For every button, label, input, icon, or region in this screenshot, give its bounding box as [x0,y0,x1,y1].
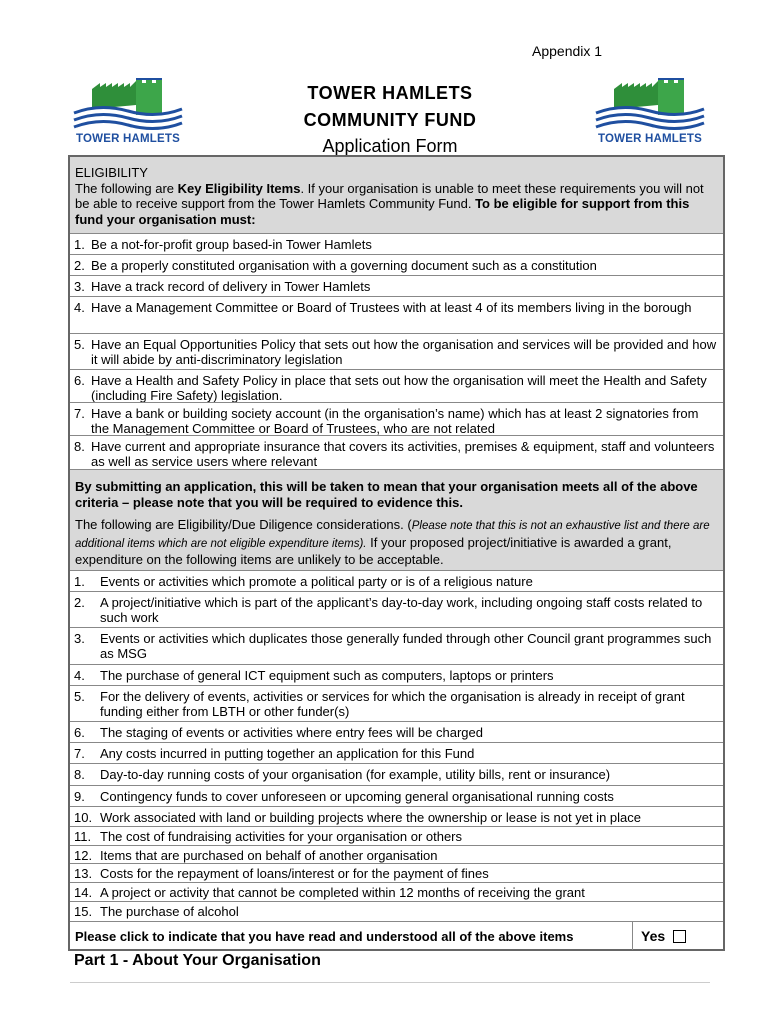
eligibility-item [70,435,723,469]
item-number: 4. [74,300,85,315]
intro-bold: Key Eligibility Items [177,180,301,196]
item-number: 3. [74,631,85,646]
item-number: 1. [74,237,85,252]
item-text: Have a track record of delivery in Tower Hamlets [91,279,371,294]
item-text: Have a Health and Safety Policy in place that sets out how the organisation will meet the Health and Safety (including Fire Safety) legislation. [91,373,707,403]
item-number: 6. [74,725,85,740]
confirmation-label: Please click to indicate that you have read and understood all of the above items [75,929,574,944]
item-number: 8. [74,439,85,454]
item-text: Events or activities which promote a political party or is of a religious nature [100,574,533,589]
due-diligence-intro [70,469,723,570]
item-text: The purchase of general ICT equipment such as computers, laptops or printers [100,668,554,683]
logo-text: TOWER HAMLETS [76,133,180,145]
item-number: 2. [74,595,85,610]
exclusion-item [70,882,723,901]
exclusion-item [70,742,723,763]
eligibility-item [70,402,723,435]
item-number: 15. [74,904,93,919]
exclusion-item [70,785,723,806]
item-text: Be a properly constituted organisation with a governing document such as a constitution [91,258,597,273]
item-number: 7. [74,746,85,761]
divider [70,982,710,983]
item-text: A project/initiative which is part of the applicant’s day-to-day work, including ongoing staff costs related to such work [100,595,703,625]
item-number: 12. [74,848,93,863]
yes-option[interactable] [632,922,723,950]
tower-hamlets-logo [70,75,186,153]
item-text: The staging of events or activities where entry fees will be charged [100,725,483,740]
item-number: 8. [74,767,85,782]
exclusion-item [70,570,723,591]
item-number: 11. [74,829,92,844]
exclusion-item [70,845,723,863]
exclusion-item [70,763,723,785]
item-number: 3. [74,279,85,294]
exclusion-item [70,901,723,921]
item-text: Have an Equal Opportunities Policy that sets out how the organisation and services will be provided and how it will abide by anti-discriminatory legislation [91,337,717,367]
eligibility-item [70,369,723,402]
submission-notice: By submitting an application, this will be taken to mean that your organisation meets all of the above criteria – please note that you will be required to evidence this. [75,479,698,510]
intro-bold: To be eligible for support from this fund your organisation must: [75,196,690,227]
confirmation-row [70,921,723,950]
eligibility-item [70,333,723,369]
exclusion-item [70,627,723,664]
item-number: 1. [74,574,85,589]
exclusion-item [70,664,723,685]
intro-text: . If your organisation is unable to meet these requirements you will not be able to receive support from the Tower Hamlets Community Fund. [75,180,704,211]
item-text: The cost of fundraising activities for your organisation or others [100,829,463,844]
item-text: Have current and appropriate insurance that covers its activities, premises & equipment, staff and volunteers as well as service users where relevant [91,439,715,469]
exclusion-item [70,806,723,826]
intro-text: The following are [75,180,178,196]
castle-logo-icon [592,75,708,133]
item-text: For the delivery of events, activities or services for which the organisation is already in receipt of grant funding either from LBTH or other funder(s) [100,689,685,719]
section-heading: Part 1 - About Your Organisation [74,952,321,969]
item-text: Day-to-day running costs of your organisation (for example, utility bills, rent or insurance) [100,767,611,782]
item-number: 9. [74,789,85,804]
exclusion-item [70,591,723,627]
exclusion-item [70,863,723,882]
exclusion-item [70,826,723,845]
eligibility-intro [70,157,723,233]
title-line-3: Application Form [322,136,458,156]
logo-text: TOWER HAMLETS [598,133,702,145]
intro-italic: Please note that this is not an exhaustive list and there are additional items which are not eligible expenditure items). [75,520,710,550]
eligibility-heading: ELIGIBILITY [75,165,148,180]
title-line-1: TOWER HAMLETS [307,83,473,103]
yes-label: Yes [641,928,666,944]
title-line-2: COMMUNITY FUND [303,110,477,130]
item-text: Any costs incurred in putting together an application for this Fund [100,746,475,761]
item-number: 14. [74,885,93,900]
item-number: 4. [74,668,85,683]
item-number: 5. [74,337,85,352]
item-text: A project or activity that cannot be completed within 12 months of receiving the grant [100,885,585,900]
exclusion-item [70,685,723,721]
item-text: Have a bank or building society account (in the organisation’s name) which has at least 2 signatories from the Management Committee or Board of Trustees, who are not related [91,406,699,436]
item-text: Contingency funds to cover unforeseen or upcoming general organisational running costs [100,789,614,804]
item-text: Events or activities which duplicates those generally funded through other Council grant programmes such as MSG [100,631,712,661]
exclusion-item [70,721,723,742]
tower-hamlets-logo [592,75,708,153]
item-text: Items that are purchased on behalf of another organisation [100,848,438,863]
yes-checkbox[interactable] [673,930,686,943]
eligibility-item [70,275,723,296]
item-number: 2. [74,258,85,273]
intro-text: If your proposed project/initiative is awarded a grant, expenditure on the following items are unlikely to be acceptable. [75,534,672,567]
item-number: 7. [74,406,85,421]
item-number: 5. [74,689,85,704]
item-text: The purchase of alcohol [100,904,239,919]
eligibility-item [70,296,723,333]
item-text: Work associated with land or building projects where the ownership or lease is not yet in place [100,810,641,825]
intro-text: The following are Eligibility/Due Diligence considerations. ( [75,517,412,532]
eligibility-item [70,233,723,254]
item-number: 6. [74,373,85,388]
item-text: Have a Management Committee or Board of Trustees with at least 4 of its members living in the borough [91,300,692,315]
form-title [250,80,530,158]
eligibility-item [70,254,723,275]
appendix-label: Appendix 1 [532,43,603,59]
item-number: 10. [74,810,93,825]
castle-logo-icon [70,75,186,133]
item-number: 13. [74,866,93,881]
item-text: Be a not-for-profit group based-in Tower Hamlets [91,237,372,252]
item-text: Costs for the repayment of loans/interest or for the payment of fines [100,866,489,881]
